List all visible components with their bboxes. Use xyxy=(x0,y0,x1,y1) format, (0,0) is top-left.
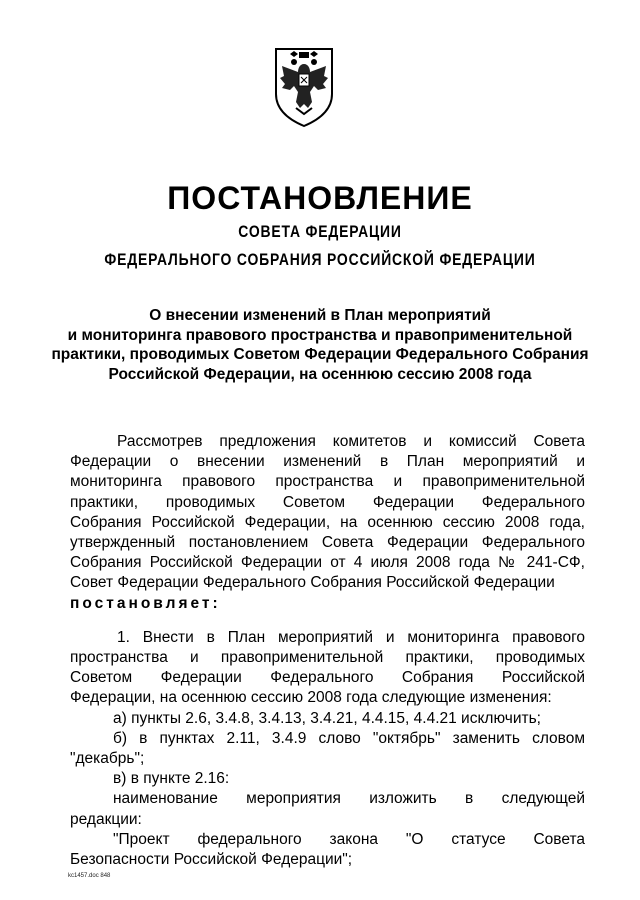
preamble-line: Собрания Российской Федерации от 4 июля 2008 года № 241-СФ, xyxy=(70,554,585,572)
heading-line: Российской Федерации, на осеннюю сессию 2008 года xyxy=(108,365,532,383)
preamble-line: мониторинга правового пространства и правоприменительной xyxy=(70,473,585,491)
preamble-line: Собрания Российской Федерации, на осеннюю сессию 2008 года, xyxy=(70,513,585,531)
issuer-line-2: ФЕДЕРАЛЬНОГО СОБРАНИЯ РОССИЙСКОЙ ФЕДЕРАЦИИ xyxy=(104,250,536,269)
heading-line: практики, проводимых Советом Федерации Федерального Собрания xyxy=(51,346,589,363)
resolves-word: постановляет: xyxy=(70,594,221,612)
item-1-line: пространства и правоприменительной практики, проводимых xyxy=(70,649,585,667)
preamble-line: практики, проводимых Советом Федерации Федерального xyxy=(70,493,585,511)
item-1-line: Советом Федерации Федерального Собрания Российской xyxy=(70,669,585,687)
preamble-line: Совет Федерации Федерального Собрания Российской Федерации xyxy=(70,574,555,592)
resolution-body xyxy=(70,432,585,870)
naming-instruction-continued: редакции: xyxy=(70,810,142,828)
naming-instruction: наименование мероприятия изложить в следующей xyxy=(113,790,585,808)
document-title: ПОСТАНОВЛЕНИЕ xyxy=(167,180,473,216)
item-1-line: Федерации, на осеннюю сессию 2008 года следующие изменения: xyxy=(70,689,552,707)
file-reference: kc1457.doc 848 xyxy=(68,873,111,879)
subitem-b-continued: "декабрь"; xyxy=(70,750,145,768)
subitem-b: б) в пунктах 2.11, 3.4.9 слово "октябрь" заменить словом xyxy=(113,729,585,747)
preamble-line: Рассмотрев предложения комитетов и комиссий Совета xyxy=(117,433,585,450)
item-1-line: 1. Внести в План мероприятий и мониторинга правового xyxy=(117,628,585,646)
resolution-heading xyxy=(50,306,590,384)
subitem-a: а) пункты 2.6, 3.4.8, 3.4.13, 3.4.21, 4.4.15, 4.4.21 исключить; xyxy=(113,709,541,727)
preamble-line: утвержденный постановлением Совета Федерации Федерального xyxy=(70,534,585,552)
heading-line: О внесении изменений в План мероприятий xyxy=(149,307,491,324)
heading-line: и мониторинга правового пространства и правоприменительной xyxy=(67,326,573,344)
coat-of-arms-emblem xyxy=(272,46,336,128)
subitem-c: в) в пункте 2.16: xyxy=(113,770,230,788)
project-title-continued: Безопасности Российской Федерации"; xyxy=(70,851,353,869)
preamble-line: Федерации о внесении изменений в План мероприятий и xyxy=(70,453,585,471)
project-title: "Проект федерального закона "О статусе Совета xyxy=(113,830,585,848)
issuer-line-1: СОВЕТА ФЕДЕРАЦИИ xyxy=(238,222,402,241)
